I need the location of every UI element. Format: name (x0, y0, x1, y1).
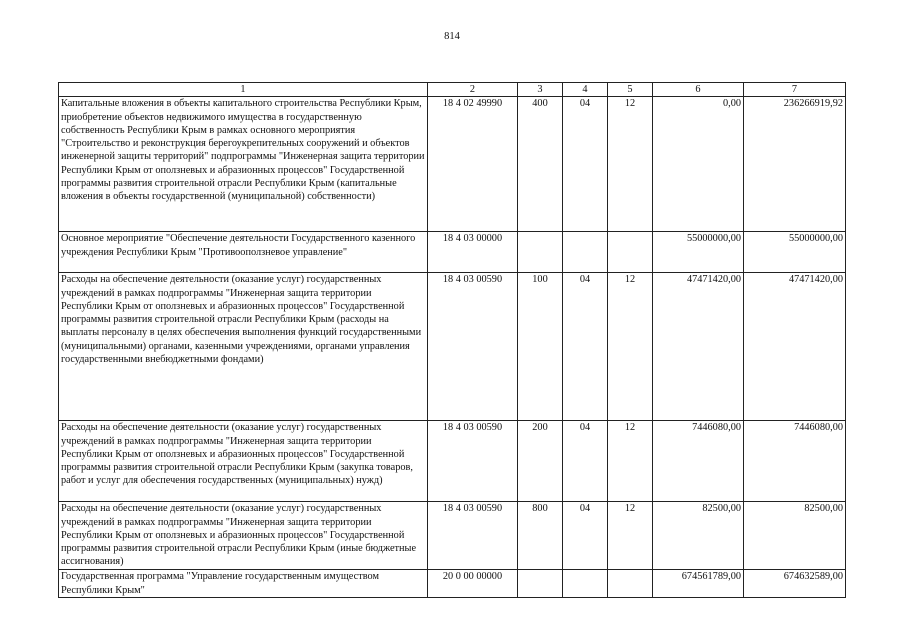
row-pr: 12 (608, 273, 653, 421)
row-rz: 04 (563, 502, 608, 570)
row-sum-1: 82500,00 (653, 502, 744, 570)
row-name: Расходы на обеспечение деятельности (оказание услуг) государственных учреждений в рамках подпрограммы "Инженерная защита территории Республики Крым от оползневых и абразионных процессов" Государственной программы развития строительной отрасли Республики Крым (расходы на выплаты персоналу в целях обеспечения выполнения функций государственными (муниципальными) органами, казенными учреждениями, органами управления государственными внебюджетными фондами) (59, 273, 428, 421)
row-rz: 04 (563, 97, 608, 232)
page-number: 814 (444, 31, 460, 42)
row-vr (518, 232, 563, 273)
table-row (59, 273, 846, 421)
row-sum-2: 82500,00 (744, 502, 846, 570)
row-sum-1: 674561789,00 (653, 570, 744, 598)
table-row (59, 570, 846, 598)
row-pr (608, 232, 653, 273)
row-name: Расходы на обеспечение деятельности (оказание услуг) государственных учреждений в рамках подпрограммы "Инженерная защита территории Республики Крым от оползневых и абразионных процессов" Государственной программы развития строительной отрасли Республики Крым (закупка товаров, работ и услуг для обеспечения государственных (муниципальных) нужд) (59, 421, 428, 502)
row-name: Основное мероприятие "Обеспечение деятельности Государственного казенного учреждения Республики Крым "Противооползневое управление" (59, 232, 428, 273)
row-code: 18 4 03 00000 (428, 232, 518, 273)
row-vr: 800 (518, 502, 563, 570)
row-pr: 12 (608, 502, 653, 570)
row-sum-2: 7446080,00 (744, 421, 846, 502)
table-row (59, 421, 846, 502)
column-header: 6 (653, 83, 744, 97)
row-name: Капитальные вложения в объекты капитального строительства Республики Крым, приобретение объектов недвижимого имущества в государственную собственность Республики Крым в рамках основного мероприятия "Строительство и реконструкция берегоукрепительных сооружений и объектов инженерной защиты территорий" подпрограммы "Инженерная защита территории Республики Крым от оползневых и абразионных процессов" Государственной программы развития строительной отрасли Республики Крым (капитальные вложения в объекты государственной (муниципальной) собственности) (59, 97, 428, 232)
row-name: Расходы на обеспечение деятельности (оказание услуг) государственных учреждений в рамках подпрограммы "Инженерная защита территории Республики Крым от оползневых и абразионных процессов" Государственной программы развития строительной отрасли Республики Крым (иные бюджетные ассигнования) (59, 502, 428, 570)
column-header: 2 (428, 83, 518, 97)
row-code: 18 4 02 49990 (428, 97, 518, 232)
row-pr (608, 570, 653, 598)
row-code: 18 4 03 00590 (428, 421, 518, 502)
row-code: 18 4 03 00590 (428, 273, 518, 421)
row-sum-2: 236266919,92 (744, 97, 846, 232)
table-row (59, 97, 846, 232)
row-sum-1: 0,00 (653, 97, 744, 232)
row-sum-2: 55000000,00 (744, 232, 846, 273)
row-vr: 200 (518, 421, 563, 502)
column-header: 4 (563, 83, 608, 97)
column-header: 3 (518, 83, 563, 97)
column-header: 5 (608, 83, 653, 97)
row-sum-1: 55000000,00 (653, 232, 744, 273)
table-row (59, 232, 846, 273)
row-vr: 400 (518, 97, 563, 232)
row-vr: 100 (518, 273, 563, 421)
row-pr: 12 (608, 97, 653, 232)
row-code: 20 0 00 00000 (428, 570, 518, 598)
row-rz (563, 570, 608, 598)
row-rz: 04 (563, 421, 608, 502)
row-rz (563, 232, 608, 273)
row-vr (518, 570, 563, 598)
row-name: Государственная программа "Управление государственным имуществом Республики Крым" (59, 570, 428, 598)
row-pr: 12 (608, 421, 653, 502)
row-rz: 04 (563, 273, 608, 421)
column-header: 1 (59, 83, 428, 97)
table-header-row (59, 83, 846, 97)
row-sum-1: 7446080,00 (653, 421, 744, 502)
column-header: 7 (744, 83, 846, 97)
budget-table (58, 82, 846, 598)
row-sum-2: 674632589,00 (744, 570, 846, 598)
table-row (59, 502, 846, 570)
row-sum-2: 47471420,00 (744, 273, 846, 421)
row-code: 18 4 03 00590 (428, 502, 518, 570)
row-sum-1: 47471420,00 (653, 273, 744, 421)
